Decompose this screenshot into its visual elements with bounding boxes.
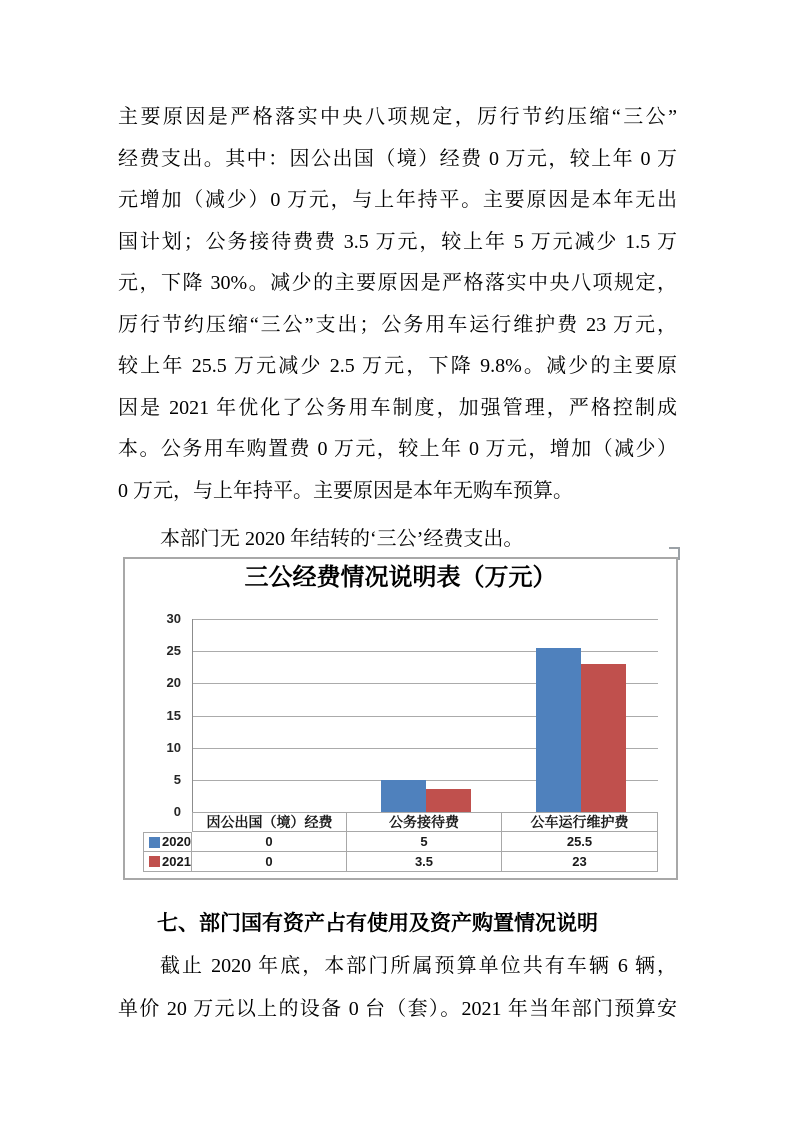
text-line: 主要原因是严格落实中央八项规定，厉行节约压缩“三公” <box>118 106 677 128</box>
table-value-2020-1: 0 <box>192 832 347 852</box>
legend-item-2020 <box>143 832 192 852</box>
category-header-2: 公务接待费 <box>347 812 502 832</box>
sangong-expense-chart <box>123 557 678 880</box>
paragraph-carryover <box>118 519 677 561</box>
legend-swatch-icon <box>149 856 160 867</box>
plot-area <box>192 619 658 812</box>
legend-label: 2020 <box>162 834 191 849</box>
text-line: 单价 20 万元以上的设备 0 台（套）。2021 年当年部门预算安 <box>118 998 677 1020</box>
text-line: 国计划；公务接待费费 3.5 万元，较上年 5 万元减少 1.5 万 <box>118 230 677 253</box>
anchor-mark-icon <box>669 547 680 560</box>
section-heading: 七、部门国有资产占有使用及资产购置情况说明 <box>157 911 598 935</box>
chart-data-table <box>143 812 658 872</box>
y-axis <box>125 611 192 819</box>
text-line: 元增加（减少）0 万元，与上年持平。主要原因是本年无出 <box>118 189 677 211</box>
bar-groups <box>193 619 658 812</box>
text-line: 0 万元，与上年持平。主要原因是本年无购车预算。 <box>118 479 573 502</box>
bar-group-3 <box>503 619 658 812</box>
table-corner-spacer <box>143 812 192 832</box>
table-value-2021-1: 0 <box>192 852 347 872</box>
y-axis-tick-label: 10 <box>166 739 181 755</box>
table-value-2021-2: 3.5 <box>347 852 502 872</box>
bar-2020-category-2 <box>381 780 426 812</box>
table-value-2020-2: 5 <box>347 832 502 852</box>
y-axis-tick-label: 30 <box>166 611 181 626</box>
chart-plot-row <box>125 611 676 819</box>
text-line: 较上年 25.5 万元减少 2.5 万元，下降 9.8%。减少的主要原 <box>118 355 677 377</box>
category-header-3: 公车运行维护费 <box>502 812 658 832</box>
paragraph-sangong-expense <box>118 97 677 512</box>
text-line: 本部门无 2020 年结转的‘三公’经费支出。 <box>160 528 524 550</box>
y-axis-tick-label: 20 <box>166 675 181 691</box>
legend-swatch-icon <box>149 837 160 848</box>
text-line: 元，下降 30%。减少的主要原因是严格落实中央八项规定， <box>118 272 677 294</box>
chart-title: 三公经费情况说明表（万元） <box>244 565 557 591</box>
y-axis-tick-label: 0 <box>173 804 181 819</box>
bar-2020-category-3 <box>536 648 581 812</box>
y-axis-tick-label: 25 <box>166 643 181 659</box>
legend-label: 2021 <box>162 853 191 869</box>
table-value-2021-3: 23 <box>502 852 658 872</box>
bar-group-1 <box>193 619 348 812</box>
text-line: 截止 2020 年底，本部门所属预算单位共有车辆 6 辆， <box>160 955 677 977</box>
bar-group-2 <box>348 619 503 812</box>
table-value-2020-3: 25.5 <box>502 832 658 852</box>
paragraph-assets <box>118 945 677 1031</box>
text-line: 因是 2021 年优化了公务用车制度，加强管理，严格控制成 <box>118 396 677 419</box>
text-line: 经费支出。其中：因公出国（境）经费 0 万元，较上年 0 万 <box>118 147 677 170</box>
section-assets <box>118 902 677 1031</box>
text-line: 厉行节约压缩“三公”支出；公务用车运行维护费 23 万元， <box>118 313 677 336</box>
text-line: 本。公务用车购置费 0 万元，较上年 0 万元，增加（减少） <box>118 438 677 460</box>
legend-item-2021 <box>143 852 192 872</box>
bar-2021-category-2 <box>426 789 471 812</box>
bar-2021-category-3 <box>581 664 626 812</box>
y-axis-tick-label: 5 <box>173 771 181 787</box>
category-header-1: 因公出国（境）经费 <box>192 812 347 832</box>
y-axis-tick-label: 15 <box>166 707 181 723</box>
